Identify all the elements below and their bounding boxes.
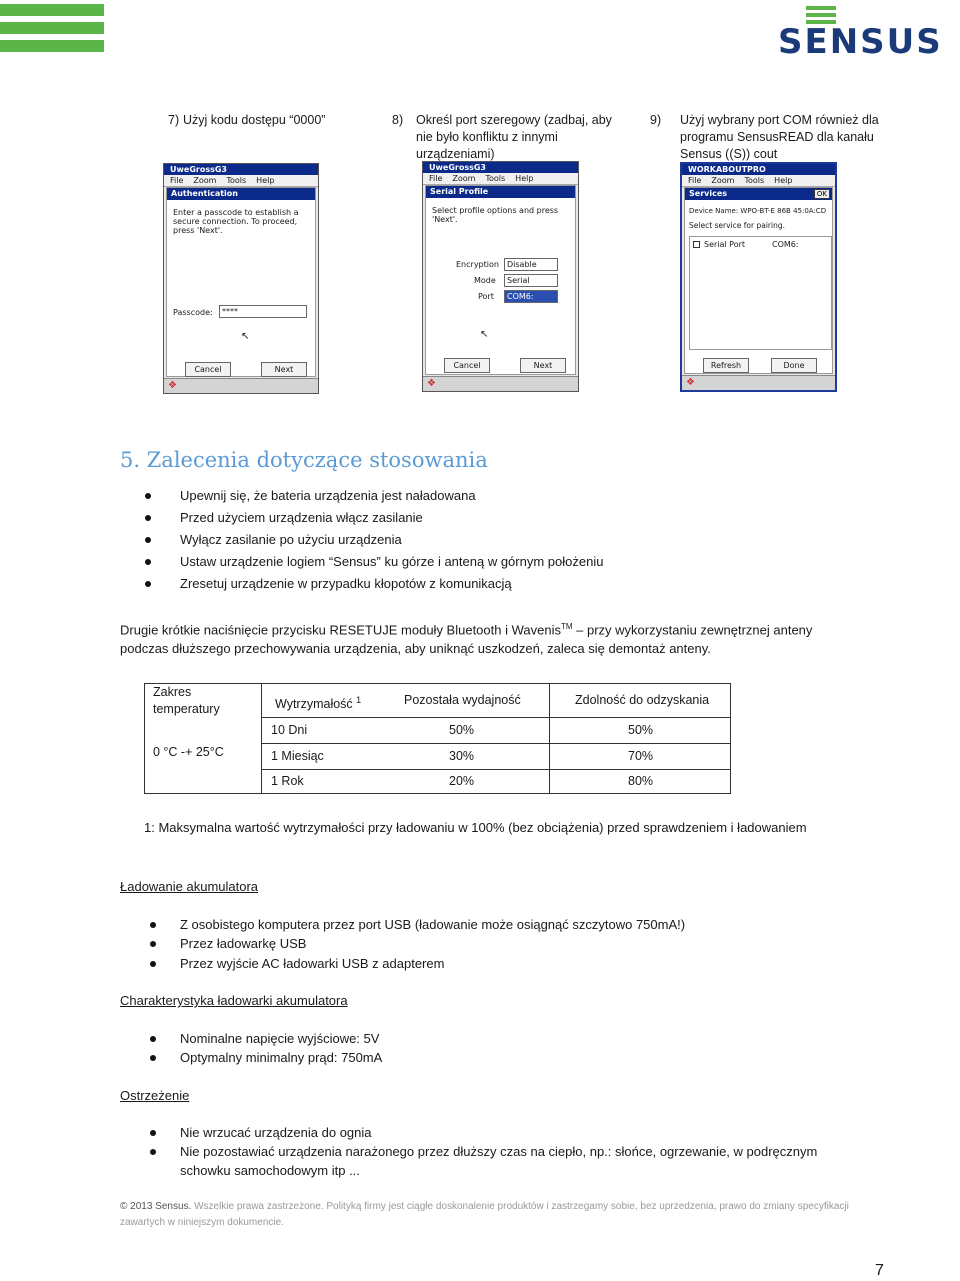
list-item: Przez wyjście AC ładowarki USB z adapterem bbox=[180, 956, 445, 971]
section-heading: 5. Zalecenia dotyczące stosowania bbox=[120, 448, 488, 472]
step-8-text: Określ port szeregowy (zadbaj, aby nie było konfliktu z innymi urządzeniami) bbox=[416, 113, 612, 161]
windows-start-icon[interactable]: ❖ bbox=[686, 377, 695, 388]
col-header-2: Pozostała wydajność bbox=[404, 693, 521, 707]
menu-help[interactable]: Help bbox=[256, 176, 275, 185]
step-9-number: 9) bbox=[650, 113, 662, 127]
step-9-text: Użyj wybrany port COM również dla programu SensusREAD dla kanału Sensus ((S)) cout bbox=[680, 113, 879, 161]
step-7-text: Użyj kodu dostępu “0000” bbox=[183, 113, 326, 127]
encryption-select[interactable]: Disable bbox=[504, 258, 558, 271]
bullet-icon bbox=[145, 515, 151, 521]
auth-panel bbox=[166, 187, 316, 377]
footer bbox=[120, 1199, 860, 1231]
header-stripe-2 bbox=[0, 22, 104, 34]
bullet-icon bbox=[150, 1055, 156, 1061]
reset-paragraph-line2: podczas dłuższego przechowywania urządzenia, aby uniknąć uszkodzeń, zaleca się demontaż anteny. bbox=[120, 641, 711, 656]
col-header-1 bbox=[275, 692, 361, 713]
bullet-icon bbox=[150, 1149, 156, 1155]
col-header-1-sup: 1 bbox=[356, 695, 362, 705]
passcode-input[interactable]: **** bbox=[219, 305, 307, 318]
service-port: COM6: bbox=[772, 240, 799, 249]
device-name: Device Name: WPO-BT-E 86B 45:0A:CD bbox=[689, 207, 827, 215]
page-number: 7 bbox=[875, 1262, 884, 1279]
cancel-button[interactable]: Cancel bbox=[185, 362, 231, 377]
service-name: Serial Port bbox=[704, 240, 746, 249]
service-list bbox=[689, 236, 832, 350]
table-row-2-recovery: 70% bbox=[628, 749, 654, 763]
serial-profile-screenshot bbox=[422, 161, 579, 392]
bullet-icon bbox=[150, 1036, 156, 1042]
menu-file[interactable]: File bbox=[170, 176, 184, 185]
cancel-button[interactable]: Cancel bbox=[444, 358, 490, 373]
passcode-label: Passcode: bbox=[173, 308, 213, 317]
bullet-icon bbox=[145, 537, 151, 543]
bullet-icon bbox=[150, 941, 156, 947]
col-header-1-text: Wytrzymałość bbox=[275, 697, 353, 712]
auth-instruction: Enter a passcode to establish a secure connection. To proceed, press 'Next'. bbox=[173, 208, 299, 235]
list-item: Nie wrzucać urządzenia do ognia bbox=[180, 1125, 372, 1140]
menu-zoom[interactable]: Zoom bbox=[452, 174, 476, 183]
list-item: Ustaw urządzenie logiem “Sensus” ku górze i anteną w górnym położeniu bbox=[180, 554, 604, 569]
list-item: Upewnij się, że bateria urządzenia jest naładowana bbox=[180, 488, 476, 503]
windows-start-icon[interactable]: ❖ bbox=[168, 380, 177, 391]
table-row-3-recovery: 80% bbox=[628, 774, 654, 788]
bullet-icon bbox=[145, 581, 151, 587]
menu-help[interactable]: Help bbox=[515, 174, 534, 183]
table-row-2-period: 1 Miesiąc bbox=[271, 749, 324, 763]
range-header-1: Zakres bbox=[153, 685, 192, 699]
charging-title: Ładowanie akumulatora bbox=[120, 879, 259, 894]
footnote: 1: Maksymalna wartość wytrzymałości przy ładowaniu w 100% (bez obciążenia) przed sprawdzeniem i ładowaniem bbox=[144, 820, 807, 835]
bullet-icon bbox=[145, 493, 151, 499]
reset-text-part2: – przy wykorzystaniu zewnętrznej anteny bbox=[572, 622, 813, 638]
menu-help[interactable]: Help bbox=[774, 176, 793, 185]
list-item: Wyłącz zasilanie po użyciu urządzenia bbox=[180, 532, 402, 547]
panel-title: Services bbox=[685, 188, 832, 200]
sensus-logo: SENSUS bbox=[778, 22, 943, 62]
list-item: Nominalne napięcie wyjściowe: 5V bbox=[180, 1031, 380, 1046]
footer-text: Wszelkie prawa zastrzeżone. Polityką firmy jest ciągłe doskonalenie produktów i zastrzegamy sobie, bez uprzedzenia, prawo do zmiany specyfikacji zawartych w niniejszym dokumencie. bbox=[120, 1201, 849, 1228]
menu-bar bbox=[423, 173, 578, 185]
table-row-1-capacity: 50% bbox=[449, 723, 475, 737]
taskbar bbox=[164, 378, 318, 393]
taskbar bbox=[682, 375, 835, 390]
menu-bar bbox=[164, 175, 318, 187]
serial-instruction: Select profile options and press 'Next'. bbox=[432, 206, 559, 224]
bullet-icon bbox=[145, 559, 151, 565]
menu-file[interactable]: File bbox=[429, 174, 443, 183]
step-8-number: 8) bbox=[392, 113, 404, 127]
table-row-1-recovery: 50% bbox=[628, 723, 654, 737]
col-header-3: Zdolność do odzyskania bbox=[575, 693, 710, 707]
next-button[interactable]: Next bbox=[520, 358, 566, 373]
taskbar bbox=[423, 376, 578, 391]
reset-text-part1: Drugie krótkie naciśnięcie przycisku RESETUJE moduły Bluetooth i Wavenis bbox=[120, 622, 561, 638]
menu-tools[interactable]: Tools bbox=[744, 176, 765, 185]
auth-screenshot bbox=[163, 163, 319, 394]
cursor-icon: ↖ bbox=[241, 331, 250, 342]
trademark: TM bbox=[560, 622, 573, 631]
list-item: Optymalny minimalny prąd: 750mA bbox=[180, 1050, 383, 1065]
step-9 bbox=[650, 112, 890, 163]
window-title: WORKABOUTPRO bbox=[682, 164, 835, 175]
port-select[interactable]: COM6: bbox=[504, 290, 558, 303]
list-item: Przez ładowarkę USB bbox=[180, 936, 307, 951]
serial-panel bbox=[425, 185, 576, 375]
footer-copyright: © 2013 Sensus. bbox=[120, 1201, 192, 1212]
services-panel bbox=[684, 187, 833, 374]
charger-specs-title: Charakterystyka ładowarki akumulatora bbox=[120, 993, 348, 1008]
panel-title: Authentication bbox=[167, 188, 315, 200]
range-header-2: temperatury bbox=[153, 702, 220, 716]
bullet-icon bbox=[150, 961, 156, 967]
window-title: UweGrossG3 bbox=[423, 162, 578, 173]
services-screenshot bbox=[680, 162, 837, 392]
list-item: Zresetuj urządzenie w przypadku kłopotów z komunikacją bbox=[180, 576, 512, 591]
table-row-3-capacity: 20% bbox=[449, 774, 475, 788]
list-item: Z osobistego komputera przez port USB (ładowanie może osiągnąć szczytowo 750mA!) bbox=[180, 917, 686, 932]
capacity-table bbox=[144, 683, 731, 794]
done-button[interactable]: Done bbox=[771, 358, 817, 373]
step-8 bbox=[392, 112, 622, 163]
step-7-number: 7) bbox=[168, 113, 180, 127]
service-checkbox[interactable] bbox=[693, 241, 700, 248]
services-instruction: Select service for pairing. bbox=[689, 221, 785, 230]
bullet-icon bbox=[150, 1130, 156, 1136]
table-row-3-period: 1 Rok bbox=[271, 774, 304, 788]
list-item: Nie pozostawiać urządzenia narażonego przez dłuższy czas na ciepło, np.: słońce, ogrzewanie, w podręcznym bbox=[180, 1144, 818, 1159]
list-item-continuation: schowku samochodowym itp ... bbox=[180, 1163, 360, 1178]
header-stripe-3 bbox=[0, 40, 104, 52]
bullet-icon bbox=[150, 922, 156, 928]
menu-tools[interactable]: Tools bbox=[485, 174, 506, 183]
port-label: Port bbox=[478, 292, 494, 301]
window-title: UweGrossG3 bbox=[164, 164, 318, 175]
menu-zoom[interactable]: Zoom bbox=[711, 176, 735, 185]
ok-button[interactable]: OK bbox=[814, 189, 830, 199]
table-row-1-period: 10 Dni bbox=[271, 723, 308, 737]
windows-start-icon[interactable]: ❖ bbox=[427, 378, 436, 389]
mode-label: Mode bbox=[474, 276, 496, 285]
refresh-button[interactable]: Refresh bbox=[703, 358, 749, 373]
menu-zoom[interactable]: Zoom bbox=[193, 176, 217, 185]
warning-title: Ostrzeżenie bbox=[120, 1088, 190, 1103]
menu-bar bbox=[682, 175, 835, 187]
list-item: Przed użyciem urządzenia włącz zasilanie bbox=[180, 510, 423, 525]
next-button[interactable]: Next bbox=[261, 362, 307, 377]
menu-file[interactable]: File bbox=[688, 176, 702, 185]
range-value: 0 °C -+ 25°C bbox=[153, 745, 224, 759]
cursor-icon: ↖ bbox=[480, 329, 489, 340]
table-row-2-capacity: 30% bbox=[449, 749, 475, 763]
panel-title: Serial Profile bbox=[426, 186, 575, 198]
reset-paragraph-line1 bbox=[120, 617, 880, 640]
header-stripe-1 bbox=[0, 4, 104, 16]
mode-select[interactable]: Serial bbox=[504, 274, 558, 287]
encryption-label: Encryption bbox=[456, 260, 499, 269]
menu-tools[interactable]: Tools bbox=[226, 176, 247, 185]
